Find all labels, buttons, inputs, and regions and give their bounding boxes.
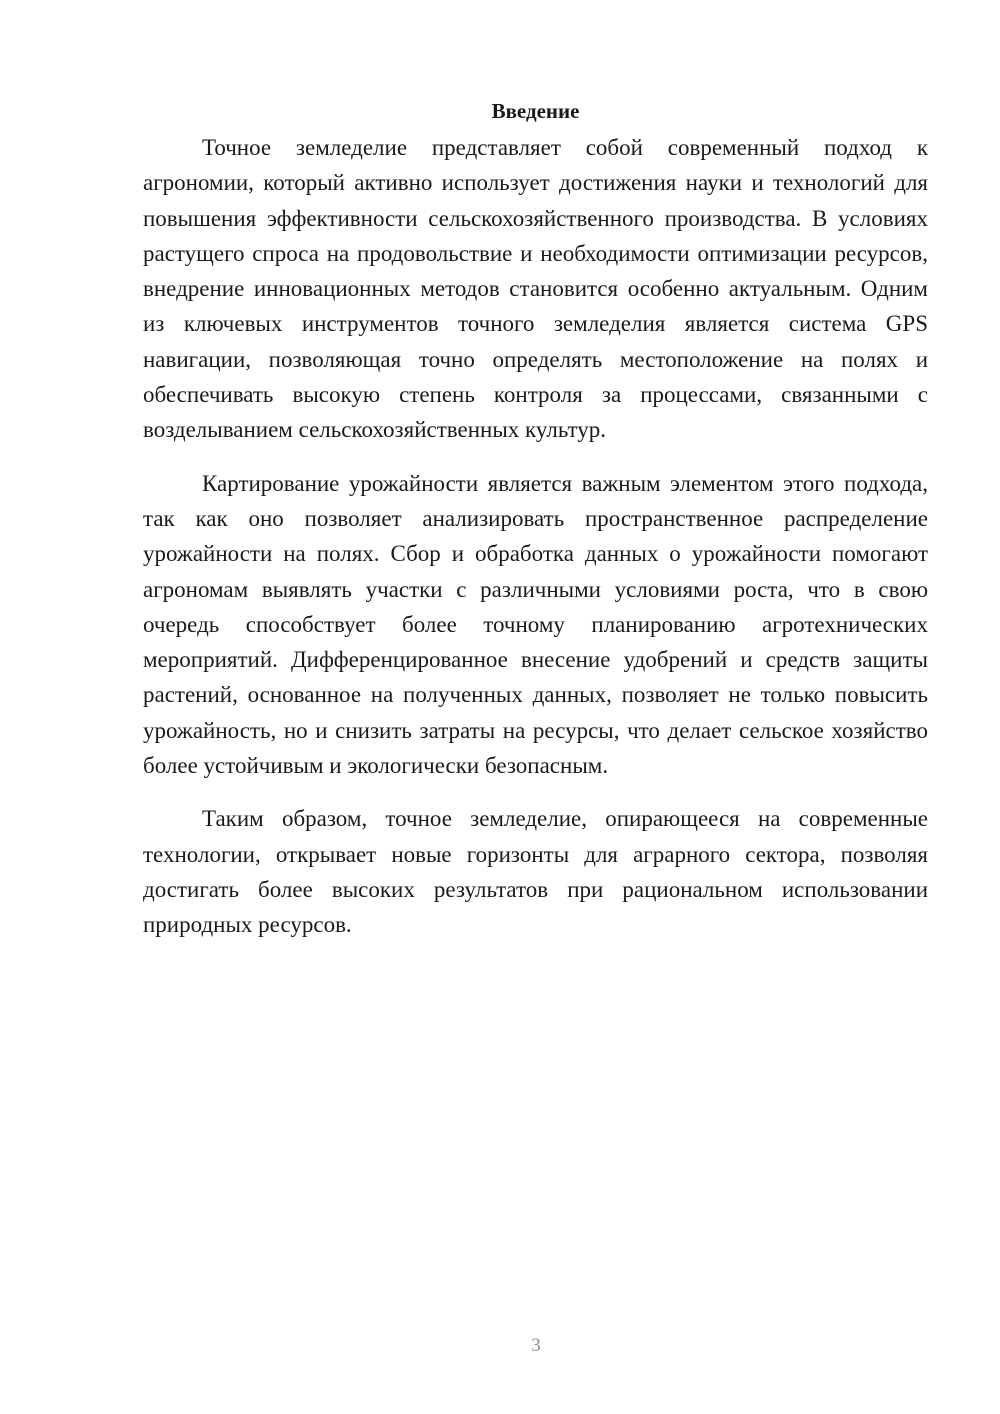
page-number: 3: [531, 1335, 541, 1356]
paragraph-intro: Точное земледелие представляет собой современный подход к агрономии, который активно использует достижения науки и технологий для повышения эффективности сельскохозяйственного производства. В условиях растущего спроса на продовольствие и необходимости оптимизации ресурсов, внедрение инновационных методов становится особенно актуальным. Одним из ключевых инструментов точного земледелия является система GPS навигации, позволяющая точно определять местоположение на полях и обеспечивать высокую степень контроля за процессами, связанными с возделыванием сельскохозяйственных культур.: [143, 135, 928, 443]
paragraph-conclusion: Таким образом, точное земледелие, опирающееся на современные технологии, открывает новые горизонты для аграрного сектора, позволяя достигать более высоких результатов при рациональном использовании природных ресурсов.: [143, 806, 928, 938]
page-content: [143, 96, 928, 961]
paragraph-yield-mapping: Картирование урожайности является важным элементом этого подхода, так как оно позволяет анализировать пространственное распределение урожайности на полях. Сбор и обработка данных о урожайности помогают агрономам выявлять участки с различными условиями роста, что в свою очередь способствует более точному планированию агротехнических мероприятий. Дифференцированное внесение удобрений и средств защиты растений, основанное на полученных данных, позволяет не только повысить урожайность, но и снизить затраты на ресурсы, что делает сельское хозяйство более устойчивым и экологически безопасным.: [143, 470, 928, 779]
section-heading: Введение: [491, 99, 580, 123]
